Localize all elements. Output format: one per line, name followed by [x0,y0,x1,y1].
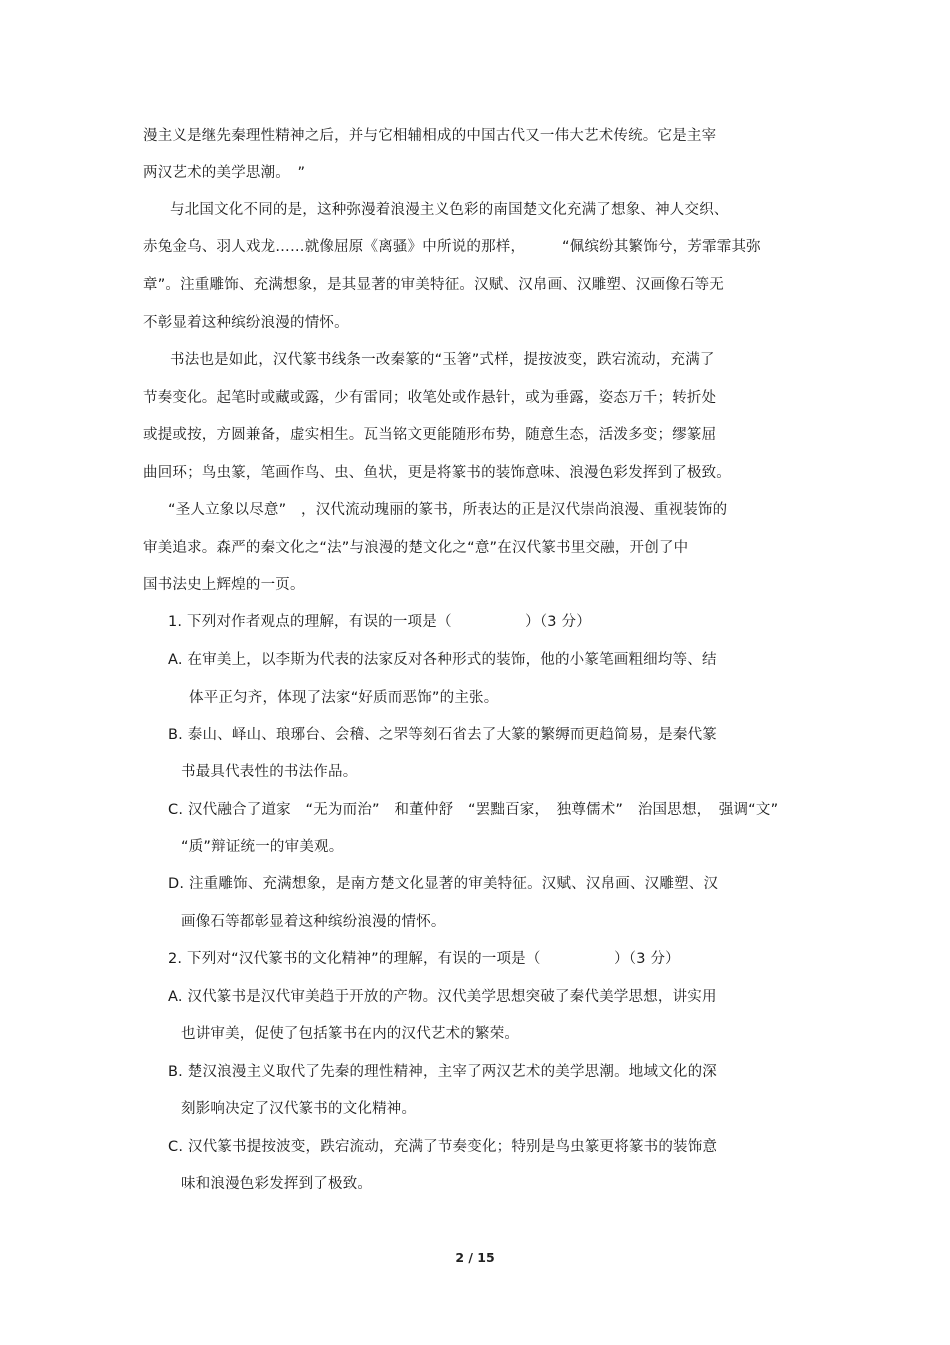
text-line: 两汉艺术的美学思潮。 ” [143,165,306,181]
question-1-option-a-cont: 体平正匀齐，体现了法家“好质而恶饰”的主张。 [189,690,499,706]
text-line: 国书法史上辉煌的一页。 [143,577,305,593]
question-2-option-a: A. 汉代篆书是汉代审美趋于开放的产物。汉代美学思想突破了秦代美学思想，讲实用 [168,989,717,1005]
question-2-option-b-cont: 刻影响决定了汉代篆书的文化精神。 [181,1101,417,1117]
question-1-option-d-cont: 画像石等都彰显着这种缤纷浪漫的情怀。 [181,914,446,930]
question-1-option-b: B. 泰山、峄山、琅琊台、会稽、之罘等刻石省去了大篆的繁缛而更趋简易，是秦代篆 [168,727,717,743]
question-1-option-b-cont: 书最具代表性的书法作品。 [181,764,358,780]
text-line: 与北国文化不同的是，这种弥漫着浪漫主义色彩的南国楚文化充满了想象、神人交织、 [170,202,729,218]
question-2-option-b: B. 楚汉浪漫主义取代了先秦的理性精神，主宰了两汉艺术的美学思潮。地域文化的深 [168,1064,717,1080]
page-number: 2 / 15 [455,1250,495,1265]
question-1-option-c: C. 汉代融合了道家 “无为而治” 和董仲舒 “罢黜百家， 独尊儒术” 治国思想， 强调“文” [168,802,779,818]
question-1-option-c-cont: “质”辩证统一的审美观。 [181,839,344,855]
question-2-stem: 2. 下列对“汉代篆书的文化精神”的理解，有误的一项是（ ）（3 分） [168,951,680,967]
text-line: 赤兔金乌、羽人戏龙……就像屈原《离骚》中所说的那样， “佩缤纷其繁饰兮，芳霏霏其弥 [143,239,761,255]
text-line: 漫主义是继先秦理性精神之后，并与它相辅相成的中国古代又一伟大艺术传统。它是主宰 [143,128,717,144]
question-1-option-d: D. 注重雕饰、充满想象，是南方楚文化显著的审美特征。汉赋、汉帛画、汉雕塑、汉 [168,876,719,892]
question-2-option-c: C. 汉代篆书提按波变，跌宕流动，充满了节奏变化；特别是鸟虫篆更将篆书的装饰意 [168,1139,718,1155]
question-2-option-a-cont: 也讲审美，促使了包括篆书在内的汉代艺术的繁荣。 [181,1026,520,1042]
text-line: 曲回环；鸟虫篆，笔画作鸟、虫、鱼状，更是将篆书的装饰意味、浪漫色彩发挥到了极致。 [143,465,731,481]
text-line: 审美追求。森严的秦文化之“法”与浪漫的楚文化之“意”在汉代篆书里交融，开创了中 [143,540,689,556]
question-1-stem: 1. 下列对作者观点的理解，有误的一项是（ ）（3 分） [168,614,591,630]
text-line: 或提或按，方圆兼备，虚实相生。瓦当铭文更能随形布势，随意生态，活泼多变；缪篆屈 [143,427,717,443]
question-2-option-c-cont: 味和浪漫色彩发挥到了极致。 [181,1176,373,1192]
text-line: 书法也是如此，汉代篆书线条一改秦篆的“玉箸”式样，提按波变，跌宕流动，充满了 [170,352,715,368]
text-line: 节奏变化。起笔时或藏或露，少有雷同；收笔处或作悬针，或为垂露，姿态万千；转折处 [143,390,717,406]
text-line: 章”。注重雕饰、充满想象，是其显著的审美特征。汉赋、汉帛画、汉雕塑、汉画像石等无 [143,277,725,293]
text-line: “圣人立象以尽意” ，汉代流动瑰丽的篆书，所表达的正是汉代崇尚浪漫、重视装饰的 [168,502,728,518]
question-1-option-a: A. 在审美上，以李斯为代表的法家反对各种形式的装饰，他的小篆笔画粗细均等、结 [168,652,717,668]
text-line: 不彰显着这种缤纷浪漫的情怀。 [143,315,349,331]
